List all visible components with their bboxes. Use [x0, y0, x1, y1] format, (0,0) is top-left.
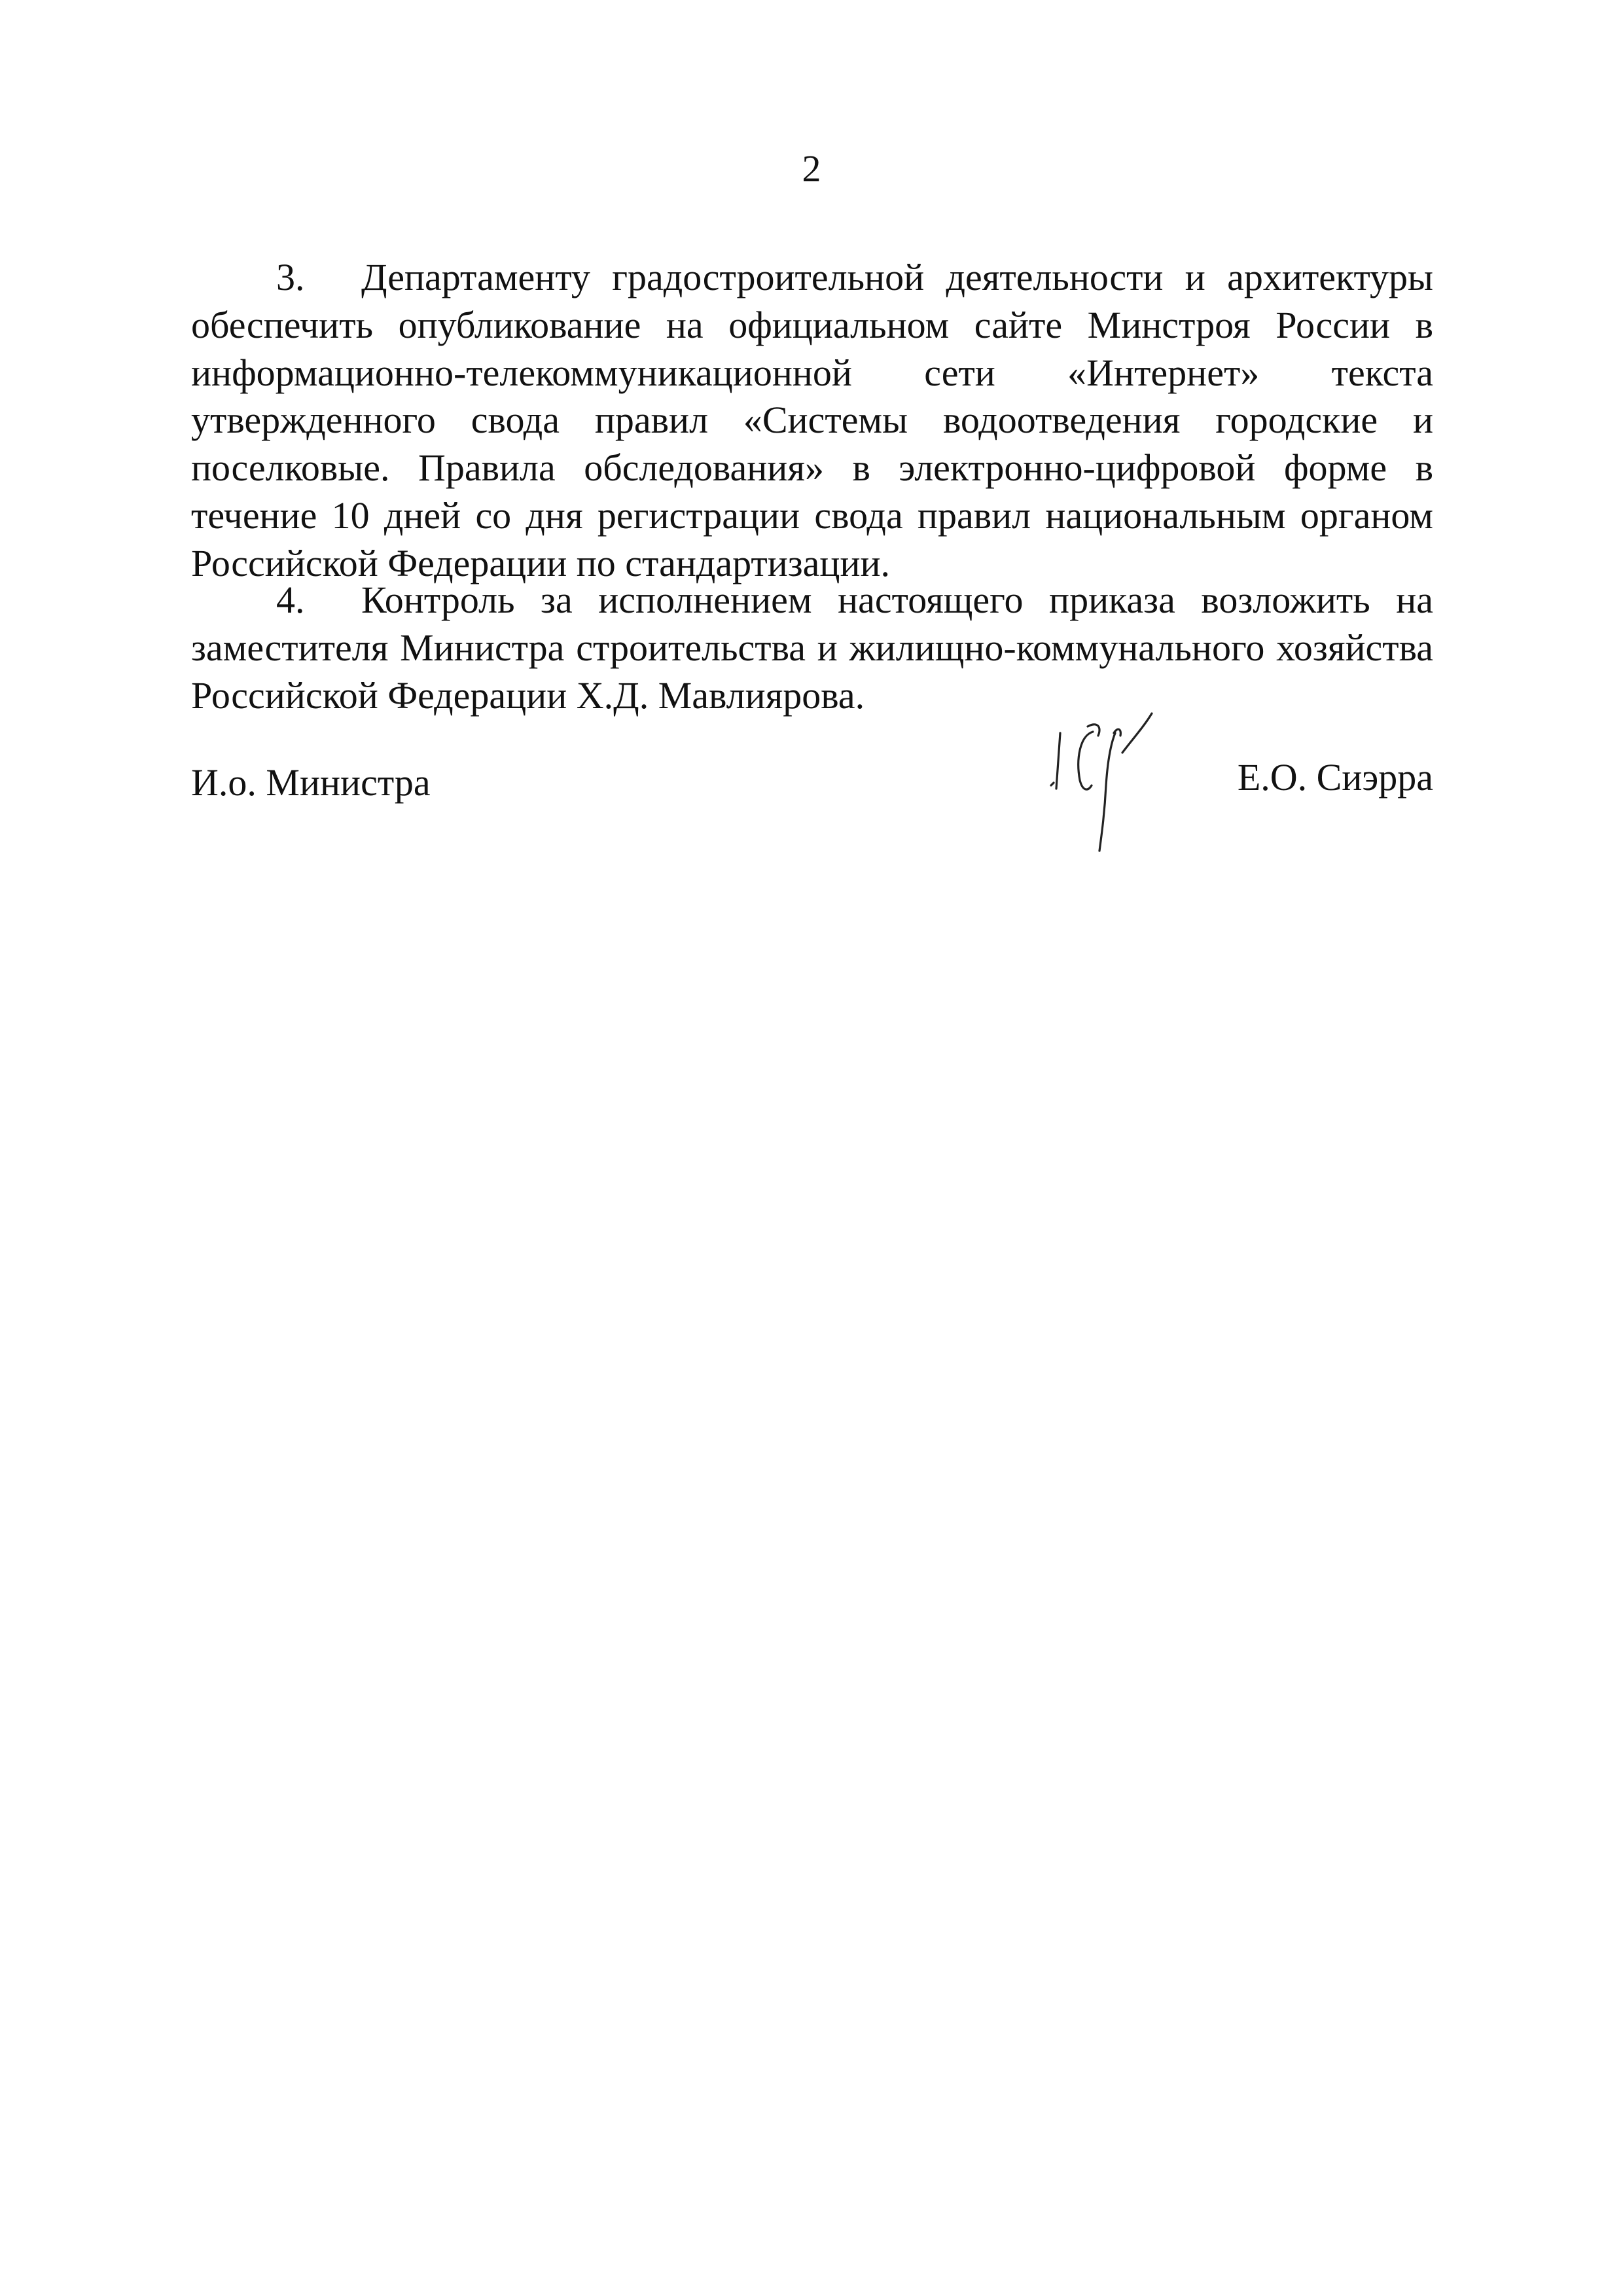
paragraph-3: [191, 254, 1433, 588]
page-number: 2: [802, 147, 821, 190]
paragraph-4-text: Контроль за исполнением настоящего приказа возложить на заместителя Министра строительства и жилищно-коммунального хозяйства Российской Федерации Х.Д. Мавлиярова.: [191, 579, 1433, 717]
paragraph-4: [191, 577, 1433, 719]
paragraph-4-number: 4.: [276, 579, 305, 621]
signatory-name: Е.О. Сиэрра: [1237, 756, 1433, 798]
signatory-title: И.о. Министра: [191, 761, 431, 804]
paragraph-3-number: 3.: [276, 256, 305, 298]
handwritten-signature: [1034, 707, 1178, 857]
paragraph-3-text: Департаменту градостроительной деятельности и архитектуры обеспечить опубликование на официальном сайте Минстроя России в информационно-телекоммуникационной сети «Интернет» текста утвержденного свода правил «Системы водоотведения городские и поселковые. Правила обследования» в электронно-цифровой форме в течение 10 дней со дня регистрации свода правил национальным органом Российской Федерации по стандартизации.: [191, 256, 1433, 584]
